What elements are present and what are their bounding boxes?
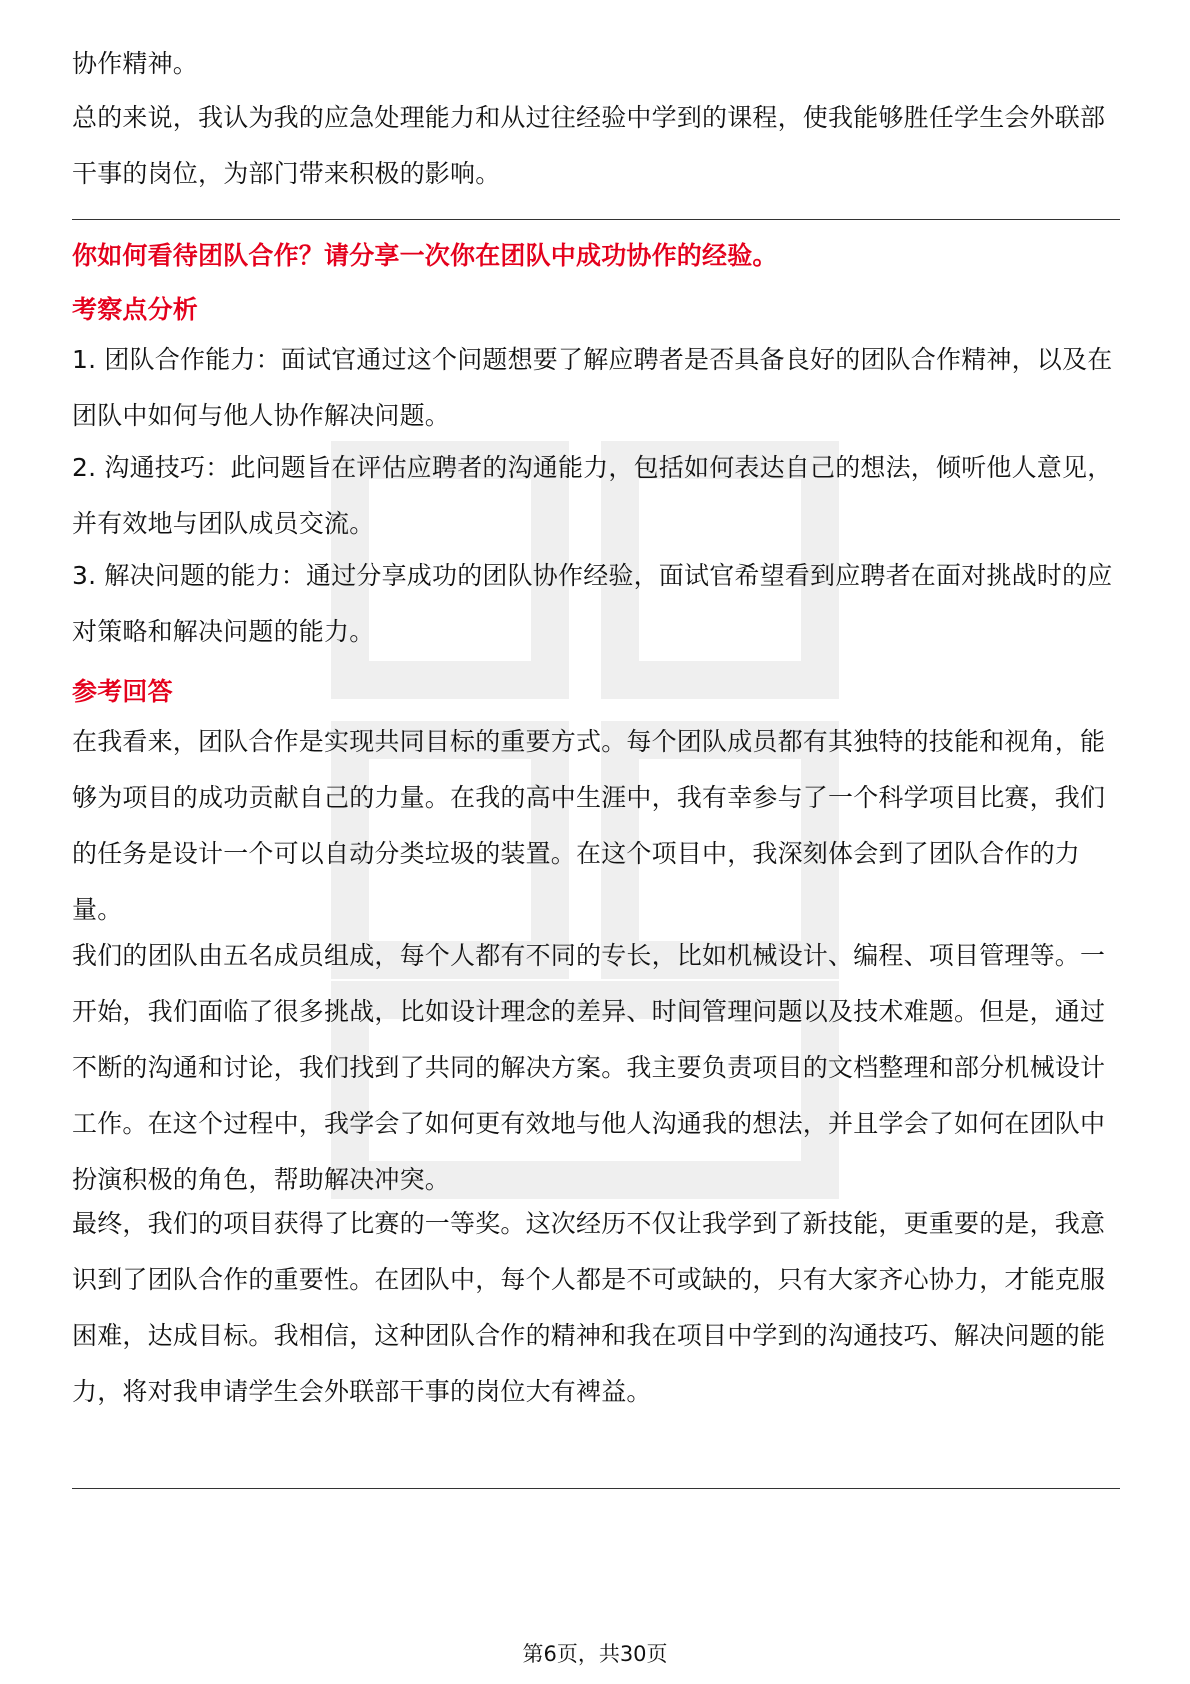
paragraph-previous-tail: 协作精神。 [72, 49, 199, 78]
analysis-point: 2. 沟通技巧：此问题旨在评估应聘者的沟通能力，包括如何表达自己的想法，倾听他人意见，并有效地与团队成员交流。 [72, 453, 1113, 538]
answer-paragraph: 我们的团队由五名成员组成，每个人都有不同的专长，比如机械设计、编程、项目管理等。一开始，我们面临了很多挑战，比如设计理念的差异、时间管理问题以及技术难题。但是，通过不断的沟通和讨论，我们找到了共同的解决方案。我主要负责项目的文档整理和部分机械设计工作。在这个过程中，我学会了如何更有效地与他人沟通我的想法，并且学会了如何在团队中扮演积极的角色，帮助解决冲突。 [72, 941, 1106, 1194]
answer-paragraph: 在我看来，团队合作是实现共同目标的重要方式。每个团队成员都有其独特的技能和视角，能够为项目的成功贡献自己的力量。在我的高中生涯中，我有幸参与了一个科学项目比赛，我们的任务是设计一个可以自动分类垃圾的装置。在这个项目中，我深刻体会到了团队合作的力量。 [72, 727, 1106, 924]
footer-divider [72, 1488, 1120, 1489]
analysis-point: 1. 团队合作能力：面试官通过这个问题想要了解应聘者是否具备良好的团队合作精神，以及在团队中如何与他人协作解决问题。 [72, 345, 1113, 430]
answer-paragraph: 最终，我们的项目获得了比赛的一等奖。这次经历不仅让我学到了新技能，更重要的是，我意识到了团队合作的重要性。在团队中，每个人都是不可或缺的，只有大家齐心协力，才能克服困难，达成目标。我相信，这种团队合作的精神和我在项目中学到的沟通技巧、解决问题的能力，将对我申请学生会外联部干事的岗位大有裨益。 [72, 1209, 1106, 1406]
page-number: 第6页，共30页 [522, 1642, 668, 1666]
analysis-point: 3. 解决问题的能力：通过分享成功的团队协作经验，面试官希望看到应聘者在面对挑战时的应对策略和解决问题的能力。 [72, 561, 1113, 646]
question-heading: 你如何看待团队合作？请分享一次你在团队中成功协作的经验。 [72, 241, 778, 270]
paragraph-summary: 总的来说，我认为我的应急处理能力和从过往经验中学到的课程，使我能够胜任学生会外联部干事的岗位，为部门带来积极的影响。 [72, 103, 1106, 188]
answer-heading: 参考回答 [72, 677, 173, 706]
section-divider [72, 219, 1120, 220]
analysis-heading: 考察点分析 [72, 295, 199, 324]
